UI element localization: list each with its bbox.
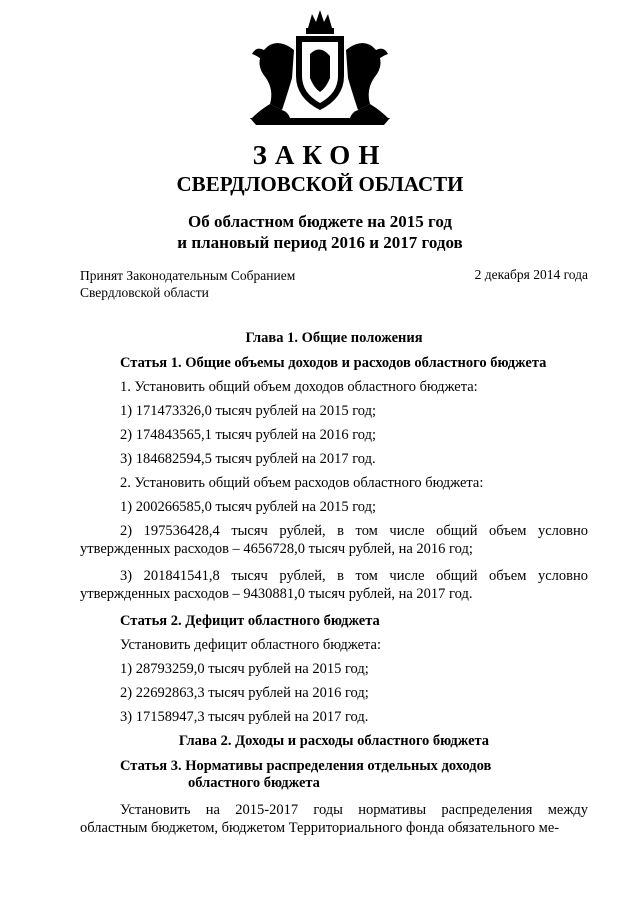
income-item: 1) 171473326,0 тысяч рублей на 2015 год; [120, 403, 377, 419]
chapter-1-heading: Глава 1. Общие положения [245, 330, 423, 346]
deficit-item: 3) 17158947,3 тысяч рублей на 2017 год. [120, 709, 369, 725]
law-body [80, 326, 588, 837]
article-1-paragraph-2: 2. Установить общий объем расходов областного бюджета: [120, 475, 484, 491]
document-region: СВЕРДЛОВСКОЙ ОБЛАСТИ [176, 172, 464, 196]
sverdlovsk-coat-of-arms-icon [230, 6, 410, 126]
deficit-item: 1) 28793259,0 тысяч рублей на 2015 год; [120, 661, 369, 677]
article-2-intro: Установить дефицит областного бюджета: [120, 637, 381, 653]
document-title: ЗАКОН [252, 140, 388, 170]
expense-item: 2) 197536428,4 тысяч рублей, в том числе общий объем условно утвержденных расходов – 4656728,0 тысяч рублей, на 2016 год; [80, 523, 588, 557]
article-3-heading [80, 754, 588, 798]
article-3-text: Установить на 2015-2017 годы нормативы распределения между областным бюджетом, бюджетом Территориального фонда обязательного ме- [80, 802, 588, 836]
article-1-heading: Статья 1. Общие объемы доходов и расходов областного бюджета [120, 355, 547, 371]
article-2-heading: Статья 2. Дефицит областного бюджета [120, 613, 380, 629]
income-item: 3) 184682594,5 тысяч рублей на 2017 год. [120, 451, 376, 467]
adoption-line-1: Принят Законодательным Собранием [80, 268, 296, 283]
chapter-2-heading: Глава 2. Доходы и расходы областного бюджета [178, 733, 490, 749]
adoption-date: 2 декабря 2014 года [474, 267, 588, 282]
expense-item: 1) 200266585,0 тысяч рублей на 2015 год; [120, 499, 377, 515]
article-3-heading-line-2: областного бюджета [188, 775, 320, 791]
adoption-line-2: Свердловской области [80, 285, 209, 300]
law-subject [0, 211, 640, 253]
article-1-paragraph-1: 1. Установить общий объем доходов областного бюджета: [120, 379, 478, 395]
article-3-heading-line-1: Статья 3. Нормативы распределения отдельных доходов [120, 758, 492, 774]
law-subject-line-2: и плановый период 2016 и 2017 годов [177, 233, 463, 252]
law-subject-line-1: Об областном бюджете на 2015 год [188, 212, 452, 231]
deficit-item: 2) 22692863,3 тысяч рублей на 2016 год; [120, 685, 369, 701]
expense-item: 3) 201841541,8 тысяч рублей, в том числе общий объем условно утвержденных расходов – 9430881,0 тысяч рублей, на 2017 год. [80, 568, 588, 602]
adoption-note [80, 267, 295, 301]
income-item: 2) 174843565,1 тысяч рублей на 2016 год; [120, 427, 377, 443]
